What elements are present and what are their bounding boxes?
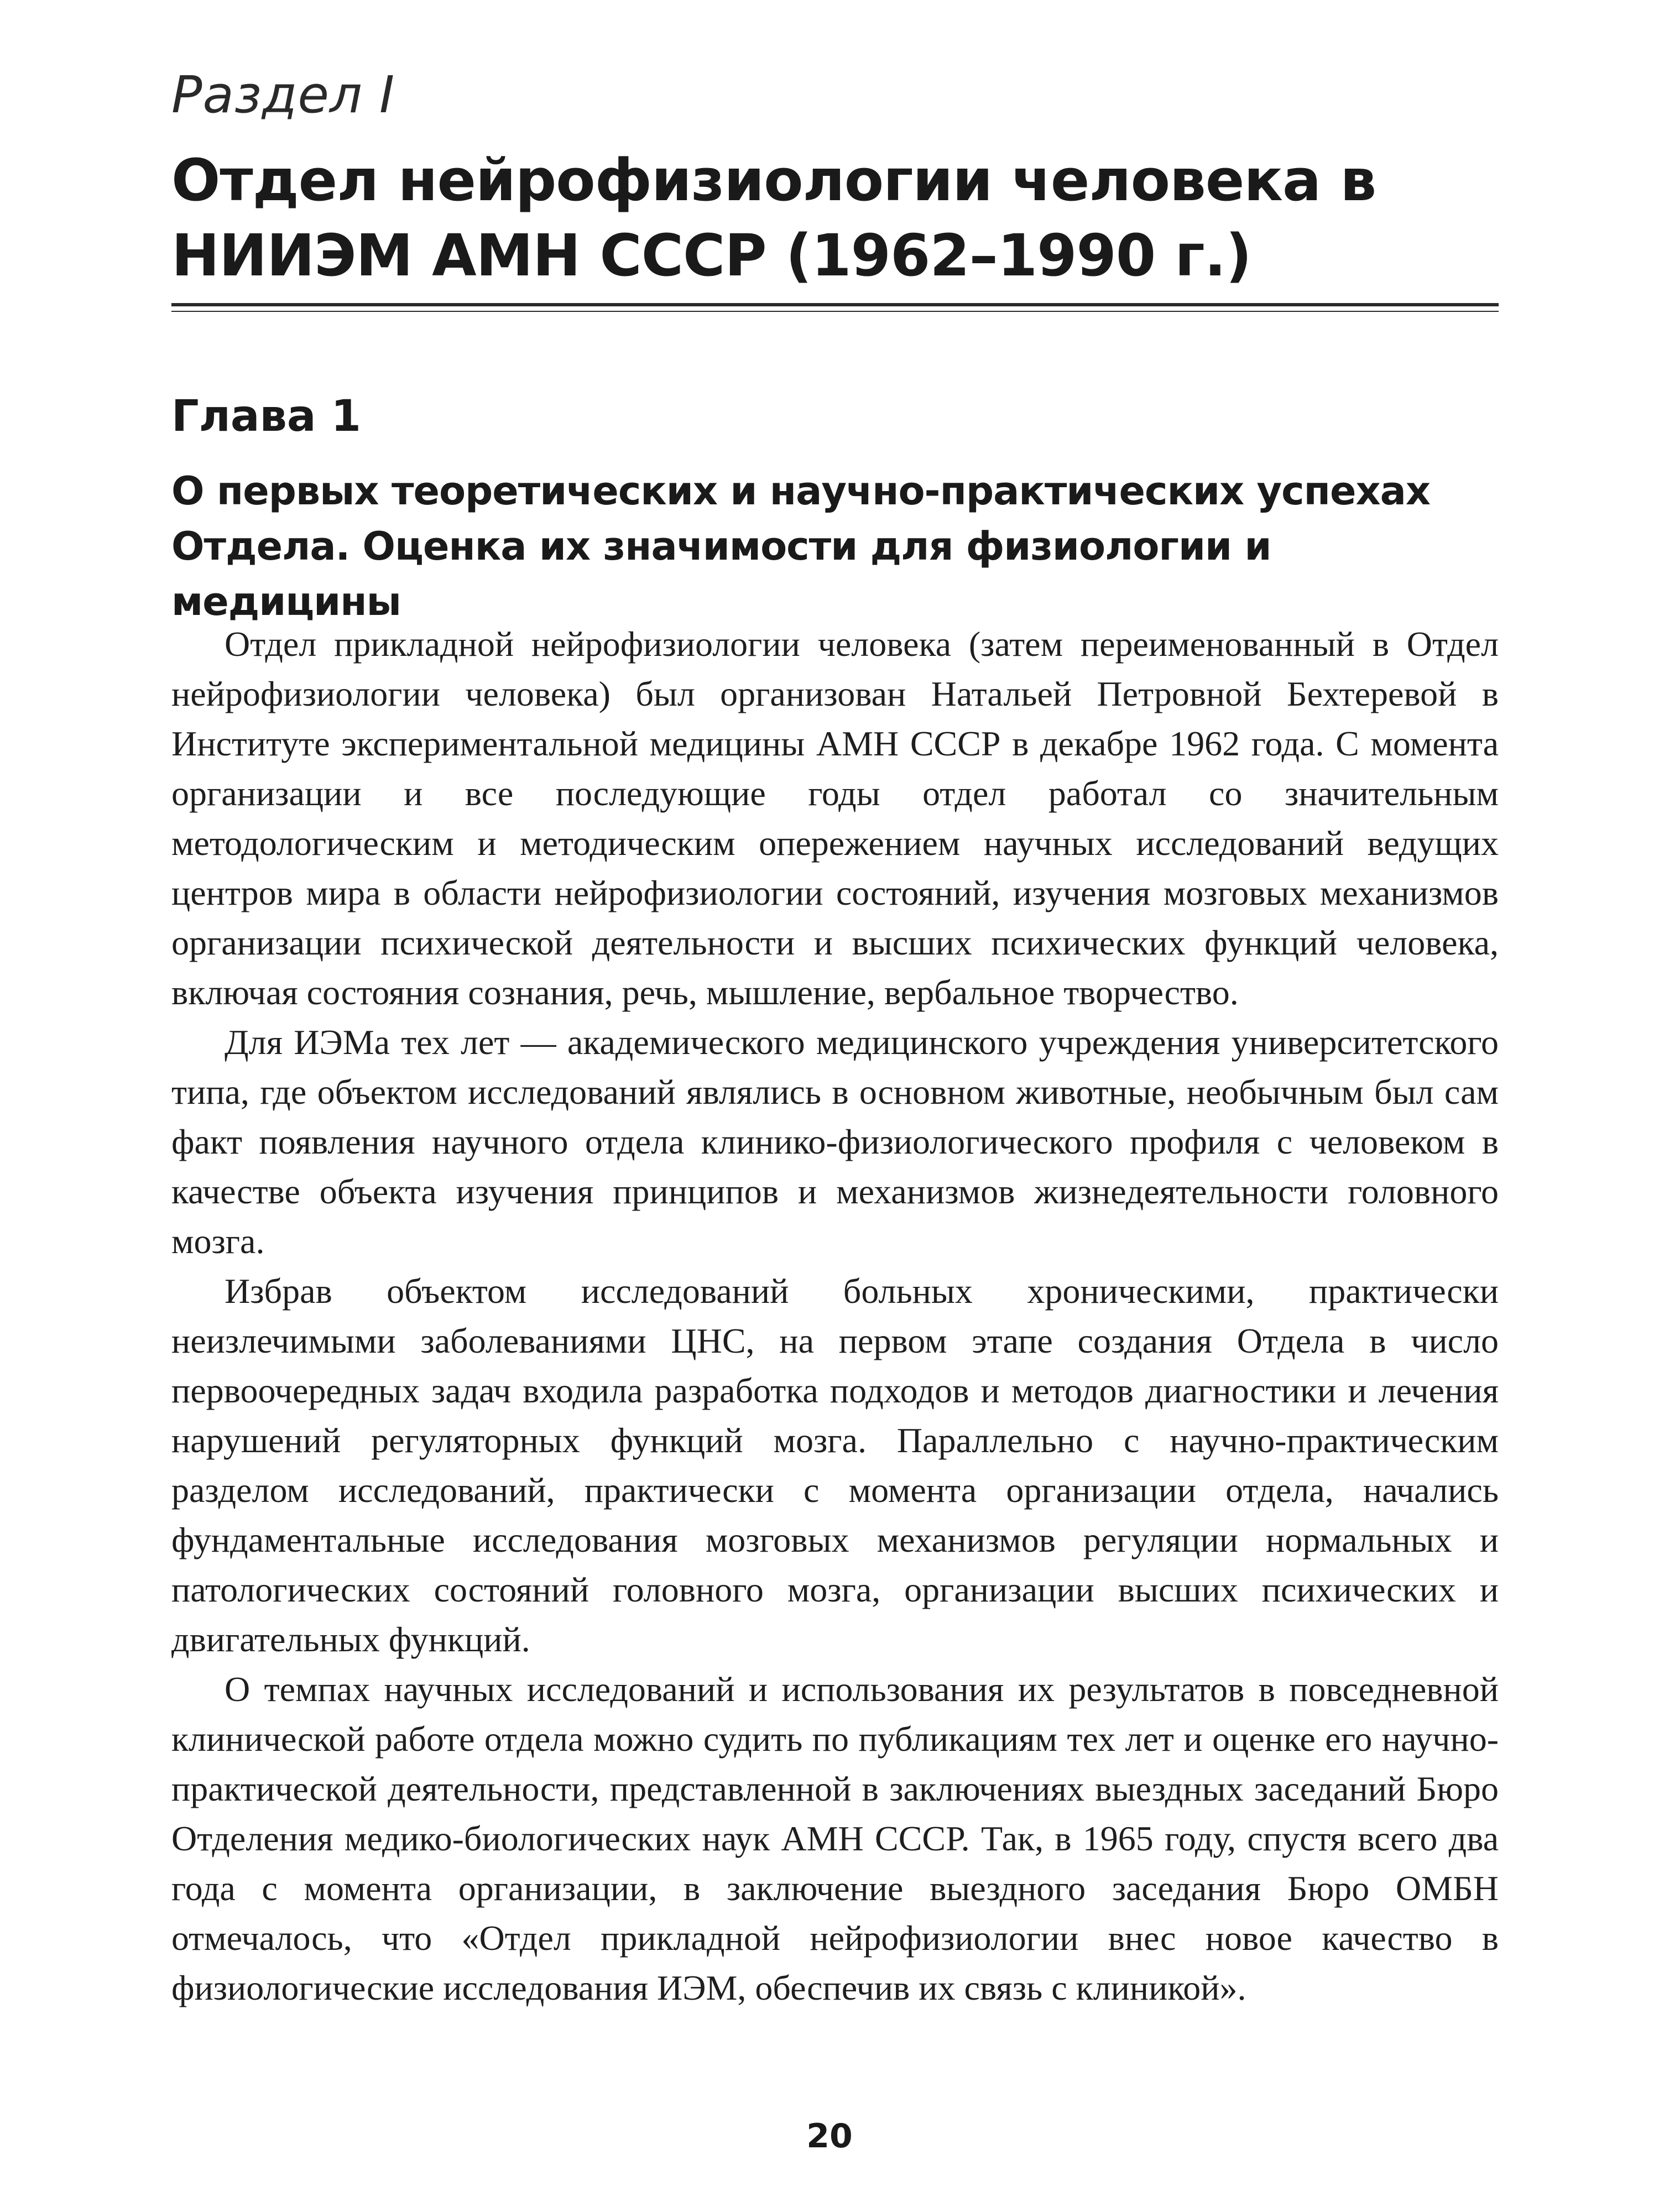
paragraph: О темпах научных исследований и использования их результатов в повседневной клинической работе отдела можно судить по публикациям тех лет и оценке его научно-практической деятельности, представленной в заключениях выездных заседаний Бюро Отделения медико-биологических наук АМН СССР. Так, в 1965 году, спустя всего два года с момента организации, в заключение выездного заседания Бюро ОМБН отмечалось, что «Отдел прикладной нейрофизиологии внес новое качество в физиологические исследования ИЭМ, обеспечив их связь с клиникой». [171, 1670, 1499, 2007]
body-text [171, 619, 1499, 2013]
section-divider-thick [171, 303, 1499, 306]
paragraph: Избрав объектом исследований больных хроническими, практически неизлечимыми заболеваниями ЦНС, на первом этапе создания Отдела в число первоочередных задач входила разработка подходов и методов диагностики и лечения нарушений регуляторных функций мозга. Параллельно с научно-практическим разделом исследований, практически с момента организации отдела, начались фундаментальные исследования мозговых механизмов регуляции нормальных и патологических состояний головного мозга, организации высших психических и двигательных функций. [171, 1271, 1499, 1659]
paragraph: Отдел прикладной нейрофизиологии человека (затем переименованный в Отдел нейрофизиологии человека) был организован Натальей Петровной Бехтеревой в Институте экспериментальной медицины АМН СССР в декабре 1962 года. С момента организации и все последующие годы отдел работал со значительным методологическим и методическим опережением научных исследований ведущих центров мира в области нейрофизиологии состояний, изучения мозговых механизмов организации психической деятельности и высших психических функций человека, включая состояния сознания, речь, мышление, вербальное творчество. [171, 624, 1499, 1012]
section-label: Раздел I [171, 65, 395, 124]
chapter-label: Глава 1 [171, 392, 361, 441]
section-divider-thin [171, 311, 1499, 312]
chapter-title: О первых теоретических и научно-практических успехах Отдела. Оценка их значимости для физиологии и медицины [171, 468, 1431, 624]
paragraph: Для ИЭМа тех лет — академического медицинского учреждения университетского типа, где объектом исследований являлись в основном животные, необычным был сам факт появления научного отдела клинико-физиологического профиля с человеком в качестве объекта изучения принципов и механизмов жизнедеятельности головного мозга. [171, 1022, 1499, 1261]
section-title: Отдел нейрофизиологии человека в НИИЭМ АМН СССР (1962–1990 г.) [171, 147, 1376, 289]
page-number: 20 [806, 2117, 853, 2156]
